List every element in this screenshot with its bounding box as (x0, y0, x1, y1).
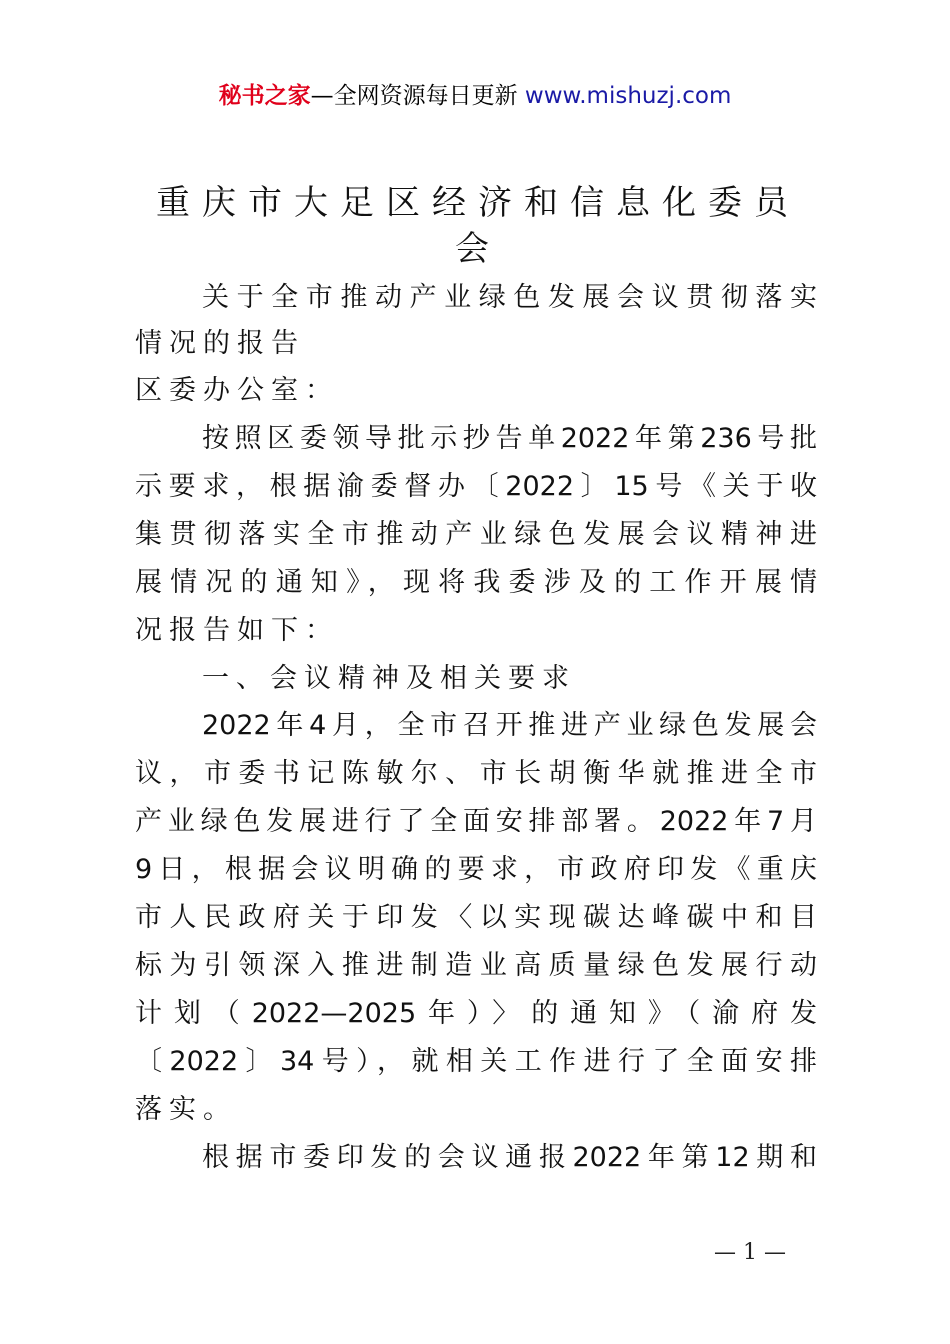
body-line: 计划（2022—2025年）〉的通知》（渝府发 (135, 998, 817, 1029)
body-line: 9日，根据会议明确的要求，市政府印发《重庆 (135, 854, 817, 885)
body-line: 按照区委领导批示抄告单2022年第236号批 (202, 423, 817, 454)
section-heading: 一、会议精神及相关要求 (202, 663, 576, 694)
document-title: 重庆市大足区经济和信息化委员会 (156, 183, 800, 269)
body-line: 况报告如下： (135, 615, 339, 646)
body-line: 〔2022〕34号），就相关工作进行了全面安排 (135, 1046, 817, 1077)
body-line: 集贯彻落实全市推动产业绿色发展会议精神进 (135, 519, 817, 550)
brand-name: 秘书之家 (218, 83, 311, 109)
body-line: 落实。 (135, 1094, 237, 1125)
body-line: 示要求，根据渝委督办〔2022〕15号《关于收 (135, 471, 817, 502)
report-subject-line-1: 关于全市推动产业绿色发展会议贯彻落实 (202, 282, 817, 313)
site-url-link[interactable]: www.mishuzj.com (524, 83, 732, 109)
site-watermark-header (0, 80, 950, 112)
report-subject-line-2: 情况的报告 (135, 328, 305, 359)
body-line: 根据市委印发的会议通报2022年第12期和 (202, 1142, 817, 1173)
body-line: 产业绿色发展进行了全面安排部署。2022年7月 (135, 806, 817, 837)
body-line: 展情况的通知》，现将我委涉及的工作开展情 (135, 567, 817, 598)
body-line: 标为引领深入推进制造业高质量绿色发展行动 (135, 950, 817, 981)
body-line: 议，市委书记陈敏尔、市长胡衡华就推进全市 (135, 758, 817, 789)
page-number: — 1 — (714, 1240, 786, 1265)
body-line: 市人民政府关于印发〈以实现碳达峰碳中和目 (135, 902, 817, 933)
body-line: 2022年4月，全市召开推进产业绿色发展会 (202, 710, 817, 741)
site-tagline: —全网资源每日更新 (310, 83, 518, 109)
addressee: 区委办公室： (135, 375, 339, 406)
